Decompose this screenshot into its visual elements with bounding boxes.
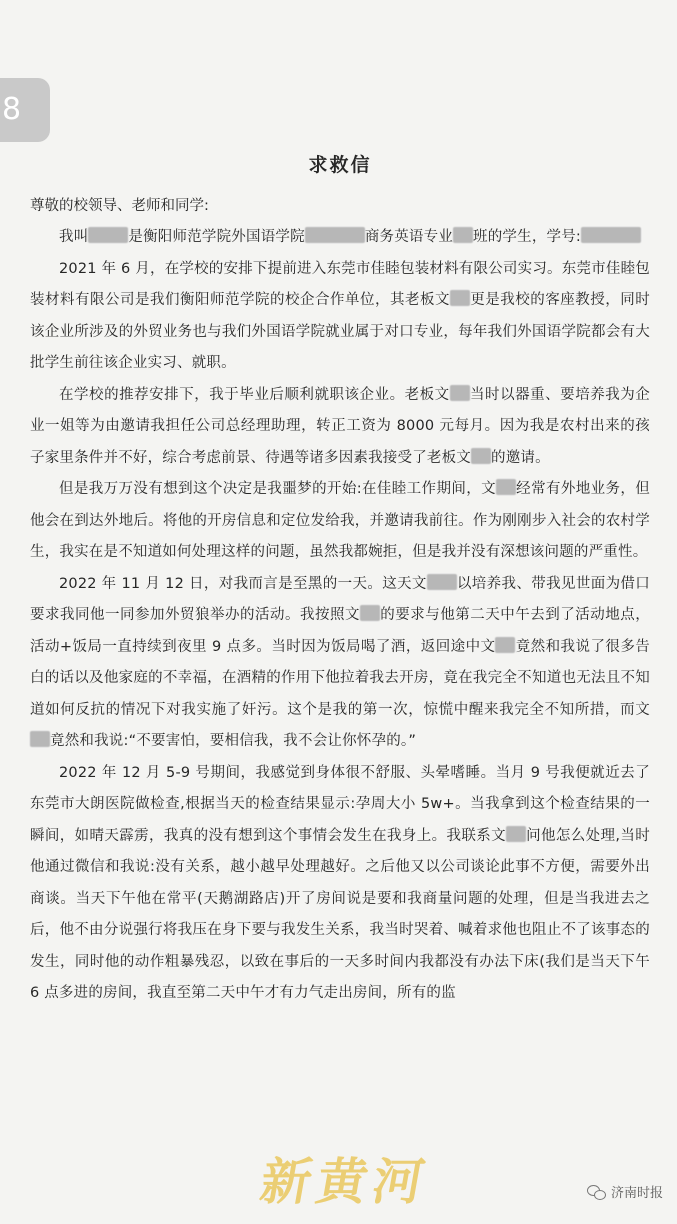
text-segment: 但是我万万没有想到这个决定是我噩梦的开始:在佳睦工作期间，文 bbox=[59, 481, 496, 497]
text-segment: 商务英语专业 bbox=[364, 229, 454, 245]
redacted-student-id bbox=[581, 227, 641, 243]
xinhuanghe-watermark: 新黄河 bbox=[256, 1152, 435, 1211]
redacted-name bbox=[427, 574, 457, 590]
paragraph-5 bbox=[30, 569, 650, 758]
wechat-icon bbox=[587, 1184, 607, 1200]
letter-document bbox=[30, 150, 650, 1010]
text-segment: 竟然和我说:“不要害怕，要相信我，我不会让你怀孕的。” bbox=[50, 733, 417, 749]
text-segment: 的要求与他第二天中午去到了活动地点，活动+饭局一直持续到夜里 9 点多。当时因为饭局喝了酒，返回途中文 bbox=[30, 607, 650, 655]
redacted-info bbox=[453, 227, 473, 243]
text-segment: 更是我校的客座教授，同时该企业所涉及的外贸业务也与我们外国语学院就业属于对口专业，每年我们外国语学院都会有大批学生前往该企业实习、就职。 bbox=[30, 292, 650, 371]
text-segment: 2022 年 12 月 5-9 号期间，我感觉到身体很不舒服、头晕嗜睡。当月 9 号我便就近去了东莞市大朗医院做检查,根据当天的检查结果显示:孕周大小 5w+。当我拿到这个检查结果的一瞬间，如晴天霹雳，我真的没有想到这个事情会发生在我身上。我联系文 bbox=[30, 764, 650, 844]
redacted-name bbox=[360, 605, 380, 621]
text-segment: 当时以器重、要培养我为企业一姐等为由邀请我担任公司总经理助理，转正工资为 8000 元每月。因为我是农村出来的孩子家里条件并不好，综合考虑前景、待遇等诸多因素我接受了老板文 bbox=[30, 386, 650, 466]
source-tag bbox=[587, 1182, 663, 1201]
text-segment: 以培养我、带我见世面为借口要求我同他一同参加外贸狼举办的活动。我按照文 bbox=[30, 575, 650, 623]
redacted-name bbox=[495, 637, 515, 653]
redacted-name bbox=[471, 448, 491, 464]
paragraph-6 bbox=[30, 758, 650, 1010]
paragraph-3 bbox=[30, 380, 650, 475]
paragraph-4 bbox=[30, 474, 650, 569]
redacted-name bbox=[30, 731, 50, 747]
salutation: 尊敬的校领导、老师和同学: bbox=[30, 198, 209, 214]
text-segment: 2021 年 6 月，在学校的安排下提前进入东莞市佳睦包装材料有限公司实习。东莞市佳睦包装材料有限公司是我们衡阳师范学院的校企合作单位，其老板文 bbox=[30, 260, 650, 308]
letter-title: 求救信 bbox=[308, 154, 372, 176]
text-segment: 问他怎么处理,当时他通过微信和我说:没有关系，越小越早处理越好。之后他又以公司谈论此事不方便，需要外出商谈。当天下午他在常平(天鹅湖路店)开了房间说是要和我商量问题的处理，但是当我进去之后，他不由分说强行将我压在身下要与我发生关系，我当时哭着、喊着求他也阻止不了该事态的发生，同时他的动作粗暴残忍，以致在事后的一天多时间内我都没有办法下床(我们是当天下午 6 点多进的房间，我直至第二天中午才有力气走出房间，所有的监 bbox=[30, 827, 650, 1001]
text-segment: 在学校的推荐安排下，我于毕业后顺利就职该企业。老板文 bbox=[59, 386, 450, 403]
text-segment: 2022 年 11 月 12 日，对我而言是至黑的一天。这天文 bbox=[59, 575, 427, 592]
redacted-name bbox=[496, 479, 516, 495]
paragraph-1 bbox=[30, 222, 650, 254]
redacted-name bbox=[88, 227, 128, 243]
redacted-name bbox=[450, 290, 470, 306]
text-segment: 是衡阳师范学院外国语学院 bbox=[128, 229, 305, 245]
page-number-badge: 8 bbox=[0, 78, 50, 142]
redacted-name bbox=[506, 826, 526, 842]
redacted-name bbox=[450, 385, 470, 401]
text-segment: 我叫 bbox=[59, 229, 89, 245]
source-name: 济南时报 bbox=[610, 1186, 663, 1201]
text-segment: 的邀请。 bbox=[491, 449, 550, 466]
text-segment: 班的学生，学号: bbox=[473, 229, 582, 245]
text-segment: 经常有外地业务，但他会在到达外地后。将他的开房信息和定位发给我，并邀请我前往。作为刚刚步入社会的农村学生，我实在是不知道如何处理这样的问题，虽然我都婉拒，但是我并没有深想该问题的严重性。 bbox=[30, 481, 650, 560]
paragraph-2 bbox=[30, 254, 650, 380]
redacted-info bbox=[305, 227, 365, 243]
text-segment: 竟然和我说了很多告白的话以及他家庭的不幸福，在酒精的作用下他拉着我去开房，竟在我完全不知道也无法且不知道如何反抗的情况下对我实施了奸污。这个是我的第一次，惊慌中醒来我完全不知所措，而文 bbox=[30, 638, 650, 718]
